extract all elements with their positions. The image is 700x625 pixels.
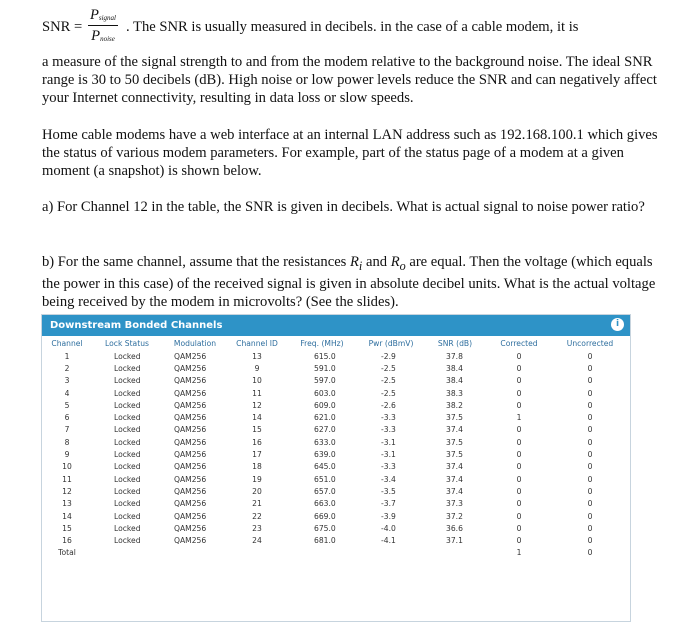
table-cell: QAM256 <box>174 511 207 521</box>
table-cell: 675.0 <box>314 523 336 533</box>
table-cell: 37.3 <box>446 499 463 509</box>
empty-cell <box>358 547 424 559</box>
table-row <box>42 399 628 411</box>
table-header-row <box>42 336 628 350</box>
table-cell: QAM256 <box>174 413 207 423</box>
table-cell: -3.4 <box>381 474 396 484</box>
table-cell: -2.6 <box>381 400 396 410</box>
table-cell: 0 <box>587 486 593 496</box>
total-label: Total <box>58 548 76 558</box>
table-cell: 20 <box>252 486 262 496</box>
table-cell: 16 <box>252 437 262 447</box>
table-cell: QAM256 <box>174 425 207 435</box>
table-cell: Locked <box>114 351 141 361</box>
table-cell: 10 <box>62 462 72 472</box>
snr-label: SNR = <box>42 19 83 35</box>
table-cell: 0 <box>587 363 593 373</box>
table-cell: 16 <box>62 536 72 546</box>
table-cell: -2.5 <box>381 376 396 386</box>
table-cell: Locked <box>114 536 141 546</box>
table-cell: 1 <box>516 413 522 423</box>
table-cell: 0 <box>587 450 593 460</box>
table-cell: 0 <box>516 351 522 361</box>
table-row <box>42 411 628 423</box>
table-cell: 11 <box>252 388 262 398</box>
table-row <box>42 534 628 546</box>
table-cell: 0 <box>587 536 593 546</box>
table-cell: 0 <box>587 388 593 398</box>
column-header: Lock Status <box>105 338 149 348</box>
table-cell: 0 <box>516 536 522 546</box>
table-cell: Locked <box>114 511 141 521</box>
table-cell: Locked <box>114 400 141 410</box>
table-cell: 0 <box>587 511 593 521</box>
table-cell: 0 <box>516 437 522 447</box>
table-cell: -3.3 <box>381 425 396 435</box>
table-cell: 9 <box>64 450 70 460</box>
column-header: Modulation <box>173 338 217 348</box>
downstream-channels-panel <box>41 314 631 622</box>
table-cell: -2.5 <box>381 388 396 398</box>
table-cell: 0 <box>587 413 593 423</box>
table-cell: 8 <box>64 437 70 447</box>
table-cell: -3.1 <box>381 450 396 460</box>
table-cell: -2.9 <box>381 351 396 361</box>
info-icon[interactable]: i <box>611 318 624 331</box>
empty-cell <box>162 547 228 559</box>
total-row <box>42 547 628 559</box>
table-cell: 0 <box>516 462 522 472</box>
column-header: SNR (dB) <box>437 338 473 348</box>
table-cell: QAM256 <box>174 499 207 509</box>
table-cell: -4.0 <box>381 523 396 533</box>
column-header: Channel ID <box>236 338 278 348</box>
table-cell: 38.2 <box>446 400 463 410</box>
table-cell: 37.4 <box>446 462 463 472</box>
total-corrected: 1 <box>516 548 522 558</box>
table-cell: QAM256 <box>174 486 207 496</box>
fraction-numerator: $P_{signal}$ <box>89 7 117 23</box>
table-cell: 0 <box>516 523 522 533</box>
table-cell: 0 <box>516 400 522 410</box>
table-cell: 11 <box>62 474 72 484</box>
table-cell: 0 <box>516 486 522 496</box>
fraction-bar <box>88 25 118 26</box>
table-cell: 37.8 <box>446 351 463 361</box>
table-cell: QAM256 <box>174 462 207 472</box>
table-cell: Locked <box>114 486 141 496</box>
table-cell: 0 <box>516 499 522 509</box>
table-cell: 0 <box>516 450 522 460</box>
table-cell: -2.5 <box>381 363 396 373</box>
table-cell: 23 <box>252 523 262 533</box>
table-row <box>42 436 628 448</box>
table-cell: 37.5 <box>446 450 463 460</box>
table-cell: 3 <box>64 376 70 386</box>
table-cell: 1 <box>64 351 70 361</box>
table-cell: Locked <box>114 413 141 423</box>
table-cell: -3.5 <box>381 486 396 496</box>
table-row <box>42 350 628 362</box>
table-cell: -3.7 <box>381 499 396 509</box>
table-cell: 7 <box>64 425 70 435</box>
column-header: Uncorrected <box>566 338 614 348</box>
table-row <box>42 424 628 436</box>
snr-formula <box>42 6 682 50</box>
table-cell: 17 <box>252 450 262 460</box>
column-header: Freq. (MHz) <box>300 338 344 348</box>
table-row <box>42 498 628 510</box>
table-cell: 37.4 <box>446 474 463 484</box>
panel-title: Downstream Bonded Channels <box>50 320 223 331</box>
table-cell: 14 <box>252 413 262 423</box>
table-cell: 24 <box>252 536 262 546</box>
table-cell: QAM256 <box>174 536 207 546</box>
table-cell: 15 <box>62 523 72 533</box>
table-cell: 0 <box>587 523 593 533</box>
table-cell: Locked <box>114 388 141 398</box>
table-cell: 22 <box>252 511 262 521</box>
table-cell: 38.3 <box>446 388 463 398</box>
total-uncorrected: 0 <box>587 548 593 558</box>
empty-cell <box>424 547 486 559</box>
table-cell: 615.0 <box>314 351 336 361</box>
table-cell: QAM256 <box>174 523 207 533</box>
table-cell: QAM256 <box>174 363 207 373</box>
table-cell: Locked <box>114 376 141 386</box>
empty-cell <box>228 547 286 559</box>
table-cell: 0 <box>516 376 522 386</box>
table-cell: 9 <box>254 363 260 373</box>
table-cell: 591.0 <box>314 363 336 373</box>
column-header: Channel <box>51 338 83 348</box>
table-cell: QAM256 <box>174 474 207 484</box>
table-row <box>42 448 628 460</box>
table-cell: 0 <box>516 474 522 484</box>
table-row <box>42 473 628 485</box>
table-cell: Locked <box>114 499 141 509</box>
table-cell: 2 <box>64 363 70 373</box>
question-b: b) For the same channel, assume that the resistances $R_i$ and $R_o$ are equal. Then the voltage (which equals the power in this case) of the received signal is given in absolute decibel units. What is the actual voltage being received by the modem in microvolts? (See the slides). <box>42 254 656 310</box>
table-cell: 6 <box>64 413 70 423</box>
table-cell: 663.0 <box>314 499 336 509</box>
channels-table <box>42 336 628 559</box>
table-cell: 36.6 <box>446 523 463 533</box>
table-cell: 633.0 <box>314 437 336 447</box>
table-cell: 0 <box>587 351 593 361</box>
table-cell: 627.0 <box>314 425 336 435</box>
table-cell: 609.0 <box>314 400 336 410</box>
table-cell: Locked <box>114 437 141 447</box>
table-cell: 12 <box>62 486 72 496</box>
table-cell: -3.3 <box>381 413 396 423</box>
column-header: Pwr (dBmV) <box>368 338 414 348</box>
table-cell: 37.5 <box>446 437 463 447</box>
table-cell: 0 <box>587 425 593 435</box>
table-cell: 10 <box>252 376 262 386</box>
table-row <box>42 387 628 399</box>
table-cell: 0 <box>587 400 593 410</box>
table-row <box>42 461 628 473</box>
table-cell: QAM256 <box>174 450 207 460</box>
table-cell: QAM256 <box>174 351 207 361</box>
table-cell: Locked <box>114 523 141 533</box>
table-row <box>42 375 628 387</box>
table-cell: 14 <box>62 511 72 521</box>
table-row <box>42 362 628 374</box>
table-cell: QAM256 <box>174 400 207 410</box>
question-a: a) For Channel 12 in the table, the SNR is given in decibels. What is actual signal to noise power ratio? <box>42 199 645 215</box>
table-row <box>42 485 628 497</box>
table-cell: 0 <box>516 388 522 398</box>
table-cell: 603.0 <box>314 388 336 398</box>
table-cell: 0 <box>516 363 522 373</box>
table-cell: 0 <box>587 376 593 386</box>
table-cell: Locked <box>114 425 141 435</box>
table-cell: 37.1 <box>446 536 463 546</box>
modem-paragraph: Home cable modems have a web interface at an internal LAN address such as 192.168.100.1 which gives the status of various modem parameters. For example, part of the status page of a modem at a given moment (a snapshot) is shown below. <box>42 127 658 179</box>
table-cell: 18 <box>252 462 262 472</box>
table-cell: 0 <box>516 425 522 435</box>
table-cell: Locked <box>114 450 141 460</box>
column-header: Corrected <box>500 338 538 348</box>
fraction-denominator: $P_{noise}$ <box>91 28 115 44</box>
table-cell: 651.0 <box>314 474 336 484</box>
table-cell: 37.2 <box>446 511 463 521</box>
table-cell: 37.5 <box>446 413 463 423</box>
formula-trailing-text: . The SNR is usually measured in decibels. in the case of a cable modem, it is <box>126 19 579 35</box>
table-cell: 5 <box>64 400 70 410</box>
table-cell: 0 <box>587 474 593 484</box>
table-cell: 37.4 <box>446 425 463 435</box>
table-cell: 0 <box>587 437 593 447</box>
empty-cell <box>92 547 162 559</box>
table-cell: -3.1 <box>381 437 396 447</box>
table-cell: 0 <box>587 499 593 509</box>
table-cell: Locked <box>114 474 141 484</box>
snr-fraction <box>88 6 118 45</box>
table-cell: 681.0 <box>314 536 336 546</box>
table-cell: QAM256 <box>174 376 207 386</box>
table-cell: QAM256 <box>174 437 207 447</box>
table-cell: Locked <box>114 462 141 472</box>
table-cell: 12 <box>252 400 262 410</box>
table-row <box>42 510 628 522</box>
table-cell: 21 <box>252 499 262 509</box>
table-cell: 645.0 <box>314 462 336 472</box>
table-cell: 15 <box>252 425 262 435</box>
table-cell: 657.0 <box>314 486 336 496</box>
table-cell: 37.4 <box>446 486 463 496</box>
table-cell: 13 <box>252 351 262 361</box>
empty-cell <box>286 547 358 559</box>
table-cell: 0 <box>587 462 593 472</box>
table-cell: 38.4 <box>446 363 463 373</box>
table-cell: -3.3 <box>381 462 396 472</box>
table-cell: 669.0 <box>314 511 336 521</box>
table-cell: 0 <box>516 511 522 521</box>
table-cell: 597.0 <box>314 376 336 386</box>
table-cell: 38.4 <box>446 376 463 386</box>
table-cell: 639.0 <box>314 450 336 460</box>
table-cell: QAM256 <box>174 388 207 398</box>
intro-paragraph: a measure of the signal strength to and from the modem relative to the background noise. The ideal SNR range is 30 to 50 decibels (dB). High noise or low power levels reduce the SNR and can negatively affect your Internet connectivity, resulting in data loss or slow speeds. <box>42 54 657 106</box>
table-cell: 13 <box>62 499 72 509</box>
table-cell: Locked <box>114 363 141 373</box>
panel-header <box>42 315 630 336</box>
table-cell: -4.1 <box>381 536 396 546</box>
table-cell: 19 <box>252 474 262 484</box>
table-cell: 4 <box>64 388 70 398</box>
table-cell: 621.0 <box>314 413 336 423</box>
table-row <box>42 522 628 534</box>
table-cell: -3.9 <box>381 511 396 521</box>
